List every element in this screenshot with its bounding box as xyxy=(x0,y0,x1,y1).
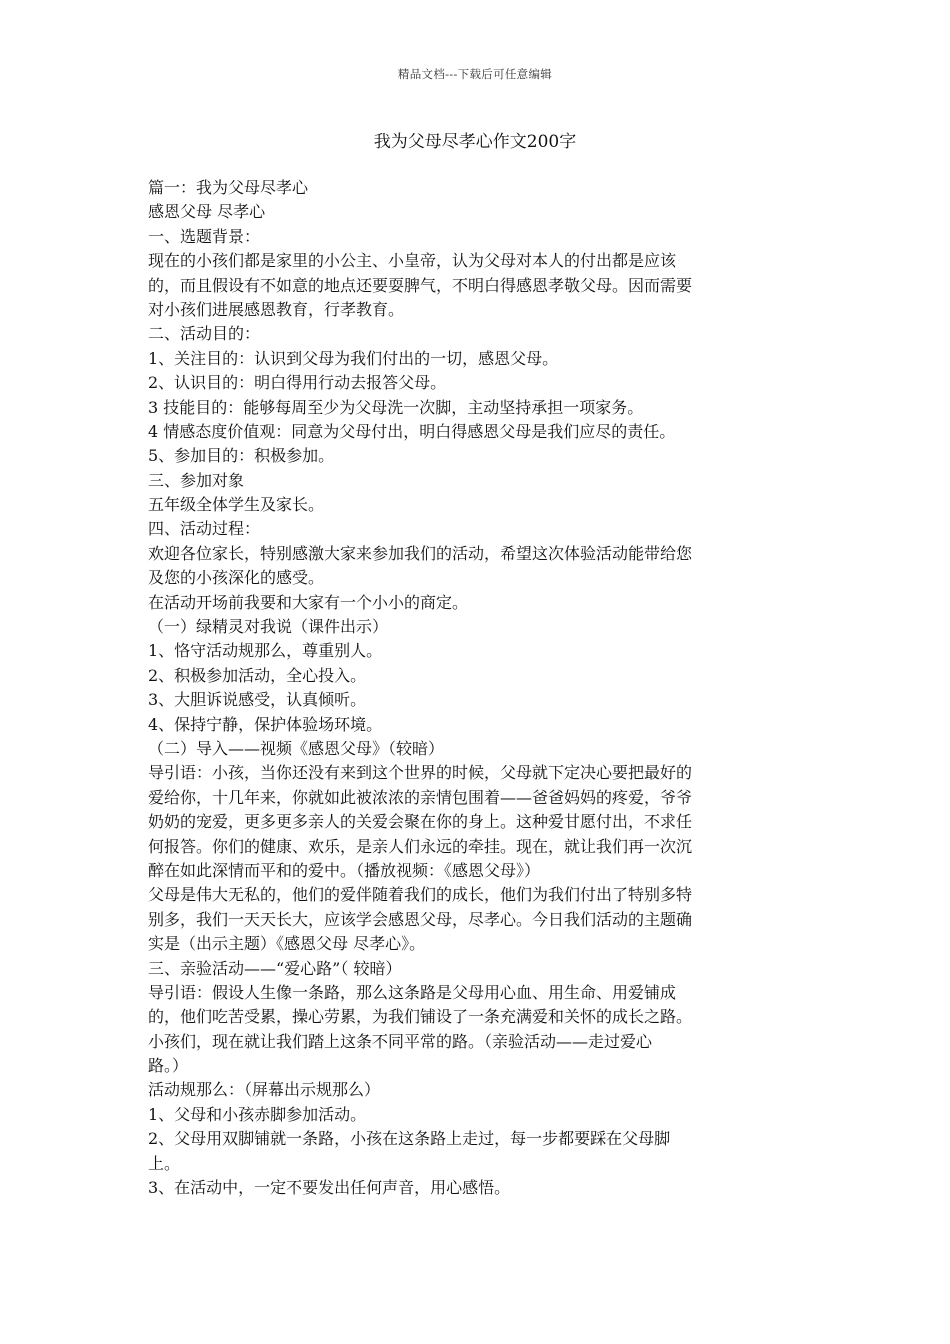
document-body xyxy=(148,176,808,1200)
body-line: （二）导入——视频《感恩父母》（较暗） xyxy=(148,738,445,758)
body-line: 五年级全体学生及家长。 xyxy=(148,495,325,515)
body-line: 2、认识目的：明白得用行动去报答父母。 xyxy=(148,373,447,393)
body-line: （一）绿精灵对我说（课件出示） xyxy=(148,617,389,637)
body-line: 篇一：我为父母尽孝心 xyxy=(148,178,309,197)
body-line: 在活动开场前我要和大家有一个小小的商定。 xyxy=(148,592,469,612)
body-line: 5、参加目的：积极参加。 xyxy=(148,446,335,466)
body-line: 现在的小孩们都是家里的小公主、小皇帝，认为父母对本人的付出都是应该 xyxy=(148,251,677,271)
header-note: 精品文档---下载后可任意编辑 xyxy=(397,67,553,81)
body-line: 对小孩们进展感恩教育，行孝教育。 xyxy=(148,299,405,319)
body-line: 感恩父母 尽孝心 xyxy=(148,202,266,222)
body-line: 3、大胆诉说感受，认真倾听。 xyxy=(148,690,367,710)
body-line: 导引语：小孩，当你还没有来到这个世界的时候，父母就下定决心要把最好的 xyxy=(148,763,693,783)
body-line: 3 技能目的：能够每周至少为父母洗一次脚，主动坚持承担一项家务。 xyxy=(148,397,644,417)
body-line: 父母是伟大无私的，他们的爱伴随着我们的成长，他们为我们付出了特别多特 xyxy=(148,885,693,905)
body-line: 2、父母用双脚铺就一条路，小孩在这条路上走过，每一步都要踩在父母脚 xyxy=(148,1129,671,1149)
body-line: 导引语：假设人生像一条路，那么这条路是父母用心血、用生命、用爱铺成 xyxy=(148,982,677,1002)
body-line: 4、保持宁静，保护体验场环境。 xyxy=(148,714,383,734)
body-line: 3、在活动中，一定不要发出任何声音，用心感悟。 xyxy=(148,1178,511,1198)
body-line: 奶奶的宠爱，更多更多亲人的关爱会聚在你的身上。这种爱甘愿付出，不求任 xyxy=(148,812,693,832)
body-line: 欢迎各位家长，特别感激大家来参加我们的活动，希望这次体验活动能带给您 xyxy=(148,543,693,563)
body-line: 2、积极参加活动，全心投入。 xyxy=(148,665,367,685)
document-title: 我为父母尽孝心作文200字 xyxy=(373,132,577,152)
body-line: 的，而且假设有不如意的地点还要耍脾气，不明白得感恩孝敬父母。因而需要 xyxy=(148,275,693,295)
body-line: 小孩们，现在就让我们踏上这条不同平常的路。（亲验活动——走过爱心 xyxy=(148,1031,653,1051)
body-line: 上。 xyxy=(148,1153,181,1173)
body-line: 活动规那么：（屏幕出示规那么） xyxy=(148,1080,381,1100)
body-line: 何报答。你们的健康、欢乐，是亲人们永远的牵挂。现在，就让我们再一次沉 xyxy=(148,836,693,856)
body-line: 1、关注目的：认识到父母为我们付出的一切，感恩父母。 xyxy=(148,348,559,368)
body-line: 三、参加对象 xyxy=(148,470,245,490)
body-line: 一、选题背景： xyxy=(148,226,261,246)
body-line: 四、活动过程： xyxy=(148,519,261,539)
body-line: 路。） xyxy=(148,1056,189,1076)
body-line: 别多，我们一天天长大，应该学会感恩父母，尽孝心。今日我们活动的主题确 xyxy=(148,909,693,929)
body-line: 及您的小孩深化的感受。 xyxy=(148,568,325,588)
body-line: 爱给你，十几年来，你就如此被浓浓的亲情包围着——爸爸妈妈的疼爱，爷爷 xyxy=(148,787,693,807)
body-line: 1、父母和小孩赤脚参加活动。 xyxy=(148,1104,367,1124)
body-line: 4 情感态度价值观：同意为父母付出，明白得感恩父母是我们应尽的责任。 xyxy=(148,421,676,441)
body-line: 三、亲验活动——“爱心路”（ 较暗） xyxy=(148,958,402,978)
body-line: 1、恪守活动规那么，尊重别人。 xyxy=(148,641,383,661)
body-line: 实是（出示主题）《感恩父母 尽孝心》。 xyxy=(148,934,426,954)
body-line: 二、活动目的： xyxy=(148,324,261,344)
body-line: 的，他们吃苦受累，操心劳累，为我们铺设了一条充满爱和关怀的成长之路。 xyxy=(148,1007,693,1027)
body-line: 醉在如此深情而平和的爱中。（播放视频：《感恩父母》） xyxy=(148,860,541,880)
